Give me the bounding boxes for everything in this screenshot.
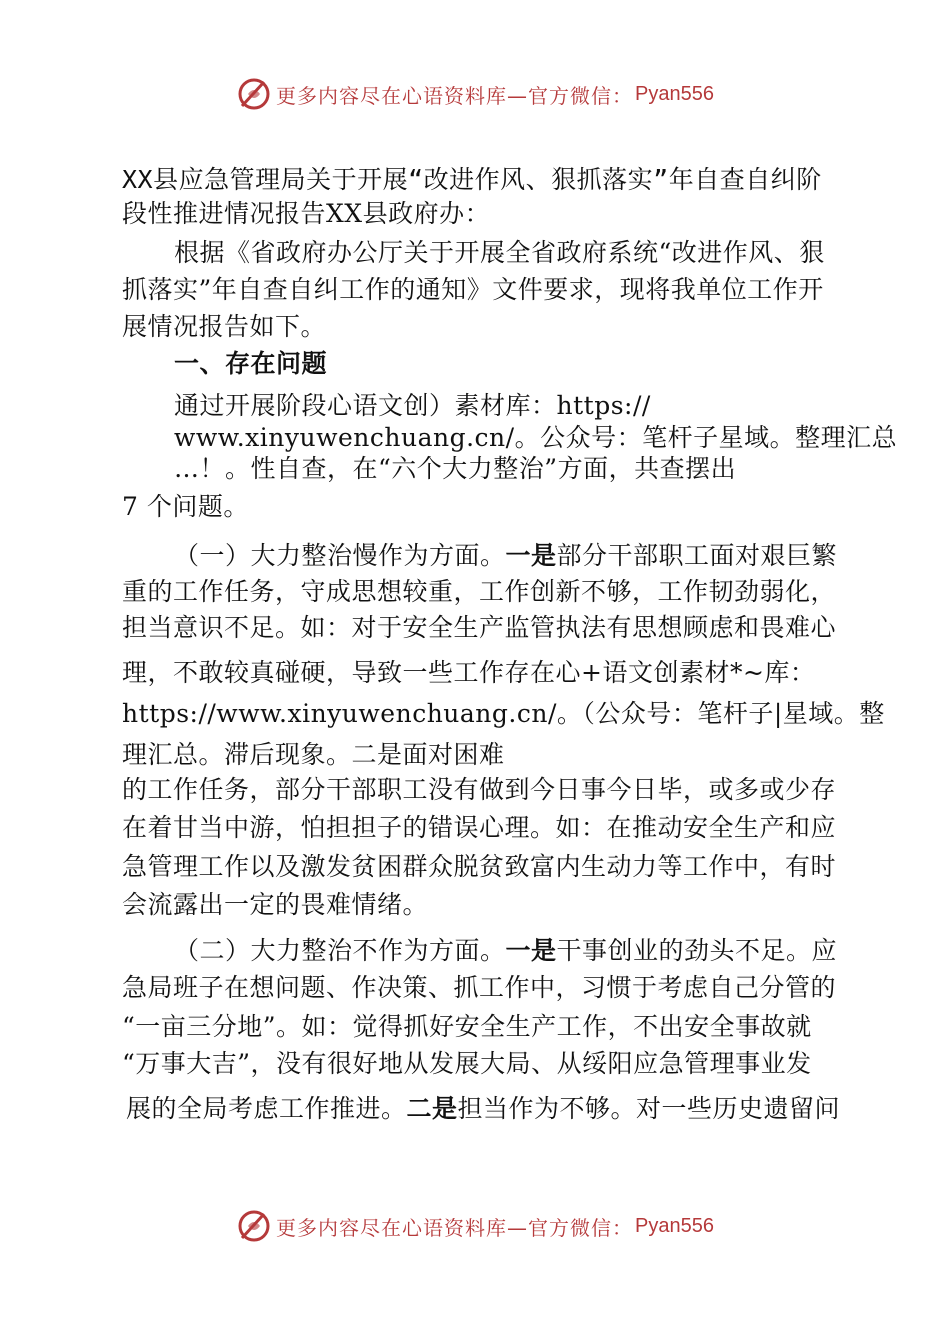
watermark-text: 更多内容尽在心语资料库—官方微信： bbox=[276, 1215, 634, 1240]
paragraph-line: 会流露出一定的畏难情绪。 bbox=[122, 890, 429, 919]
paragraph-line: 急管理工作以及激发贫困群众脱贫致富内生动力等工作中，有时 bbox=[122, 852, 837, 881]
paragraph-line: “一亩三分地”。如：觉得抓好安全生产工作，不出安全事故就 bbox=[122, 1012, 812, 1041]
subsection-title: （二）大力整治不作为方面。 bbox=[174, 936, 506, 965]
paragraph-line: 重的工作任务，守成思想较重，工作创新不够，工作韧劲弱化， bbox=[122, 577, 837, 606]
emphasis-text: 一是 bbox=[505, 541, 557, 570]
paragraph-line: 的工作任务，部分干部职工没有做到今日事今日毕，或多或少存 bbox=[122, 775, 837, 804]
paragraph-text: 担当作为不够。对一些历史遗留问 bbox=[457, 1094, 841, 1123]
paragraph-line: 急局班子在想问题、作决策、抓工作中，习惯于考虑自己分管的 bbox=[122, 973, 837, 1002]
paragraph-line: 抓落实”年自查自纠工作的通知》文件要求，现将我单位工作开 bbox=[122, 275, 824, 304]
paragraph-line: 在着甘当中游，怕担担子的错误心理。如：在推动安全生产和应 bbox=[122, 813, 837, 842]
paragraph-line: 担当意识不足。如：对于安全生产监管执法有思想顾虑和畏难心 bbox=[122, 613, 837, 642]
subsection-lead-line bbox=[174, 934, 837, 968]
watermark-wechat-id: Pyan556 bbox=[635, 82, 714, 105]
subsection-title: （一）大力整治慢作为方面。 bbox=[174, 541, 506, 570]
paragraph-line: 通过开展阶段心语文创）素材库：https:// bbox=[174, 391, 651, 420]
emphasis-text: 二是 bbox=[406, 1094, 458, 1123]
paragraph-line: 理汇总。滞后现象。二是面对困难 bbox=[122, 740, 505, 769]
paragraph-line: www.xinyuwenchuang.cn/。公众号：笔杆子星域。整理汇总 bbox=[174, 423, 898, 452]
paragraph-line bbox=[126, 1092, 840, 1126]
paragraph-line: …！。性自查，在“六个大力整治”方面，共查摆出 bbox=[174, 454, 737, 483]
subsection-lead-line bbox=[174, 539, 837, 573]
paragraph-line: https://www.xinyuwenchuang.cn/。（公众号：笔杆子|星域。整 bbox=[122, 699, 885, 728]
emphasis-text: 一是 bbox=[505, 936, 557, 965]
brush-logo-icon bbox=[236, 1208, 272, 1244]
paragraph-text: 部分干部职工面对艰巨繁 bbox=[556, 541, 838, 570]
header-watermark bbox=[0, 74, 950, 114]
brush-logo-icon bbox=[236, 76, 272, 112]
paragraph-line: 理，不敢较真碰硬，导致一些工作存在心+语文创素材*~库： bbox=[122, 658, 816, 687]
paragraph-text: 展的全局考虑工作推进。 bbox=[126, 1094, 407, 1123]
watermark-text: 更多内容尽在心语资料库—官方微信： bbox=[276, 83, 634, 108]
paragraph-text: 干事创业的劲头不足。应 bbox=[556, 936, 838, 965]
section-heading: 一、存在问题 bbox=[174, 349, 328, 378]
doc-title-line: XX县应急管理局关于开展“改进作风、狠抓落实”年自查自纠阶 bbox=[122, 165, 822, 194]
paragraph-line: 根据《省政府办公厅关于开展全省政府系统“改进作风、狠 bbox=[174, 238, 825, 267]
footer-watermark bbox=[0, 1206, 950, 1246]
watermark-wechat-id: Pyan556 bbox=[635, 1214, 714, 1237]
doc-title-line: 段性推进情况报告XX县政府办： bbox=[122, 199, 491, 228]
paragraph-line: 7 个问题。 bbox=[122, 492, 249, 521]
paragraph-line: 展情况报告如下。 bbox=[122, 312, 327, 341]
paragraph-line: “万事大吉”，没有很好地从发展大局、从绥阳应急管理事业发 bbox=[122, 1049, 812, 1078]
